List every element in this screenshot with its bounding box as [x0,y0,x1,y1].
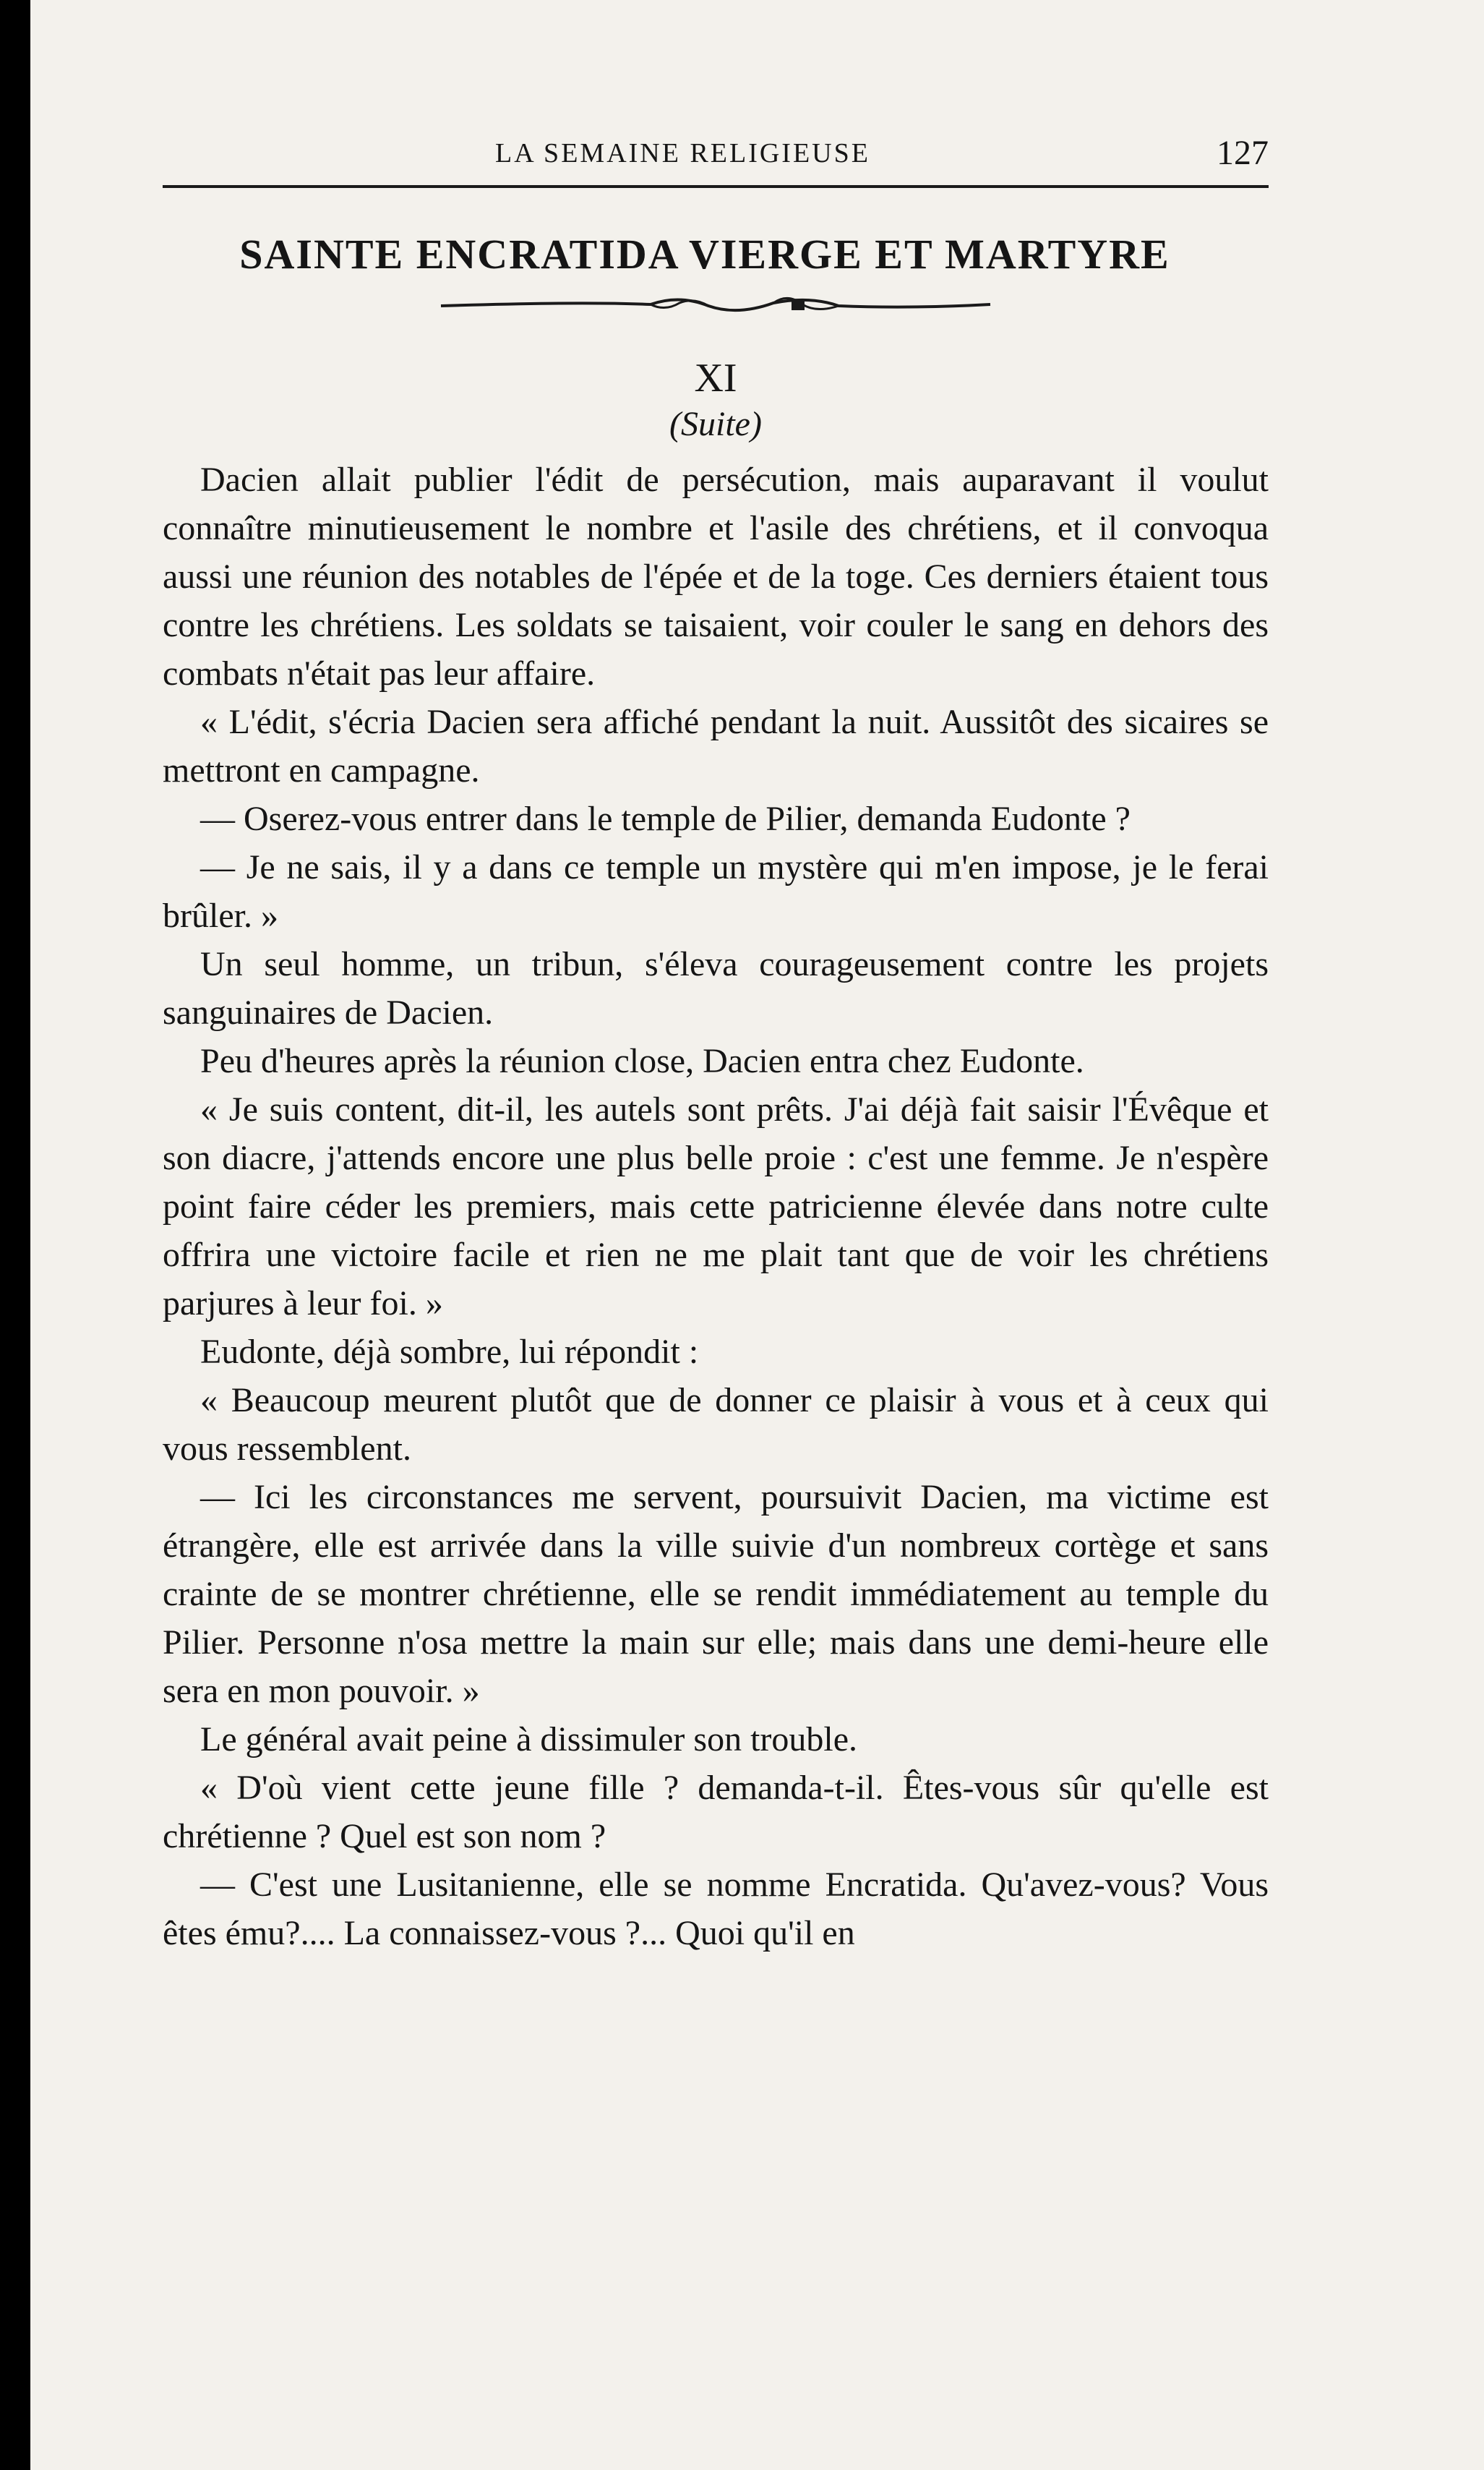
paragraph: Peu d'heures après la réunion close, Dacien entra chez Eudonte. [200,1042,1084,1080]
paragraph: — Je ne sais, il y a dans ce temple un mystère qui m'en impose, je le ferai brûler. » [163,848,1269,935]
page [163,130,1269,1957]
paragraph: Un seul homme, un tribun, s'éleva courageusement contre les projets sanguinaires de Dacien. [163,945,1269,1032]
paragraph: — Oserez-vous entrer dans le temple de Pilier, demanda Eudonte ? [200,800,1131,838]
paragraph: « D'où vient cette jeune fille ? demanda-t-il. Êtes-vous sûr qu'elle est chrétienne ? Quel est son nom ? [163,1769,1269,1855]
chapter-continuation: (Suite) [669,405,762,443]
chapter-number: XI [694,356,737,401]
paragraph: « Beaucoup meurent plutôt que de donner ce plaisir à vous et à ceux qui vous ressemblent. [163,1381,1269,1468]
ornament-divider [434,290,998,319]
paragraph: — Ici les circonstances me servent, poursuivit Dacien, ma victime est étrangère, elle est arrivée dans la ville suivie d'un nombreux cortège et sans crainte de se montrer chrétienne, elle se rendit immédiatement au temple du Pilier. Personne n'osa mettre la main sur elle; mais dans une demi-heure elle sera en mon pouvoir. » [163,1478,1269,1710]
binding-edge [0,0,30,2470]
paragraph: Le général avait peine à dissimuler son trouble. [200,1720,858,1759]
running-title: LA SEMAINE RELIGIEUSE [495,138,870,168]
page-number: 127 [1217,134,1269,172]
paragraph: Eudonte, déjà sombre, lui répondit : [200,1333,699,1371]
paragraph: « Je suis content, dit-il, les autels sont prêts. J'ai déjà fait saisir l'Évêque et son diacre, j'attends encore une plus belle proie : c'est une femme. Je n'espère point faire céder les premiers, mais cette patricienne élevée dans notre culte offrira une victoire facile et rien ne me plait tant que de voir les chrétiens parjures à leur foi. » [163,1090,1269,1322]
header-rule [163,185,1269,188]
body-text [163,456,1269,1957]
paragraph: Dacien allait publier l'édit de persécution, mais auparavant il voulut connaître minutieusement le nombre et l'asile des chrétiens, et il convoqua aussi une réunion des notables de l'épée et de la toge. Ces derniers étaient tous contre les chrétiens. Les soldats se taisaient, voir couler le sang en dehors des combats n'était pas leur affaire. [163,461,1269,693]
paragraph: — C'est une Lusitanienne, elle se nomme Encratida. Qu'avez-vous? Vous êtes ému?.... La connaissez-vous ?... Quoi qu'il en [163,1866,1269,1952]
running-head [163,130,1269,181]
article-title: SAINTE ENCRATIDA VIERGE ET MARTYRE [239,231,1170,278]
paragraph: « L'édit, s'écria Dacien sera affiché pendant la nuit. Aussitôt des sicaires se mettront en campagne. [163,703,1269,790]
